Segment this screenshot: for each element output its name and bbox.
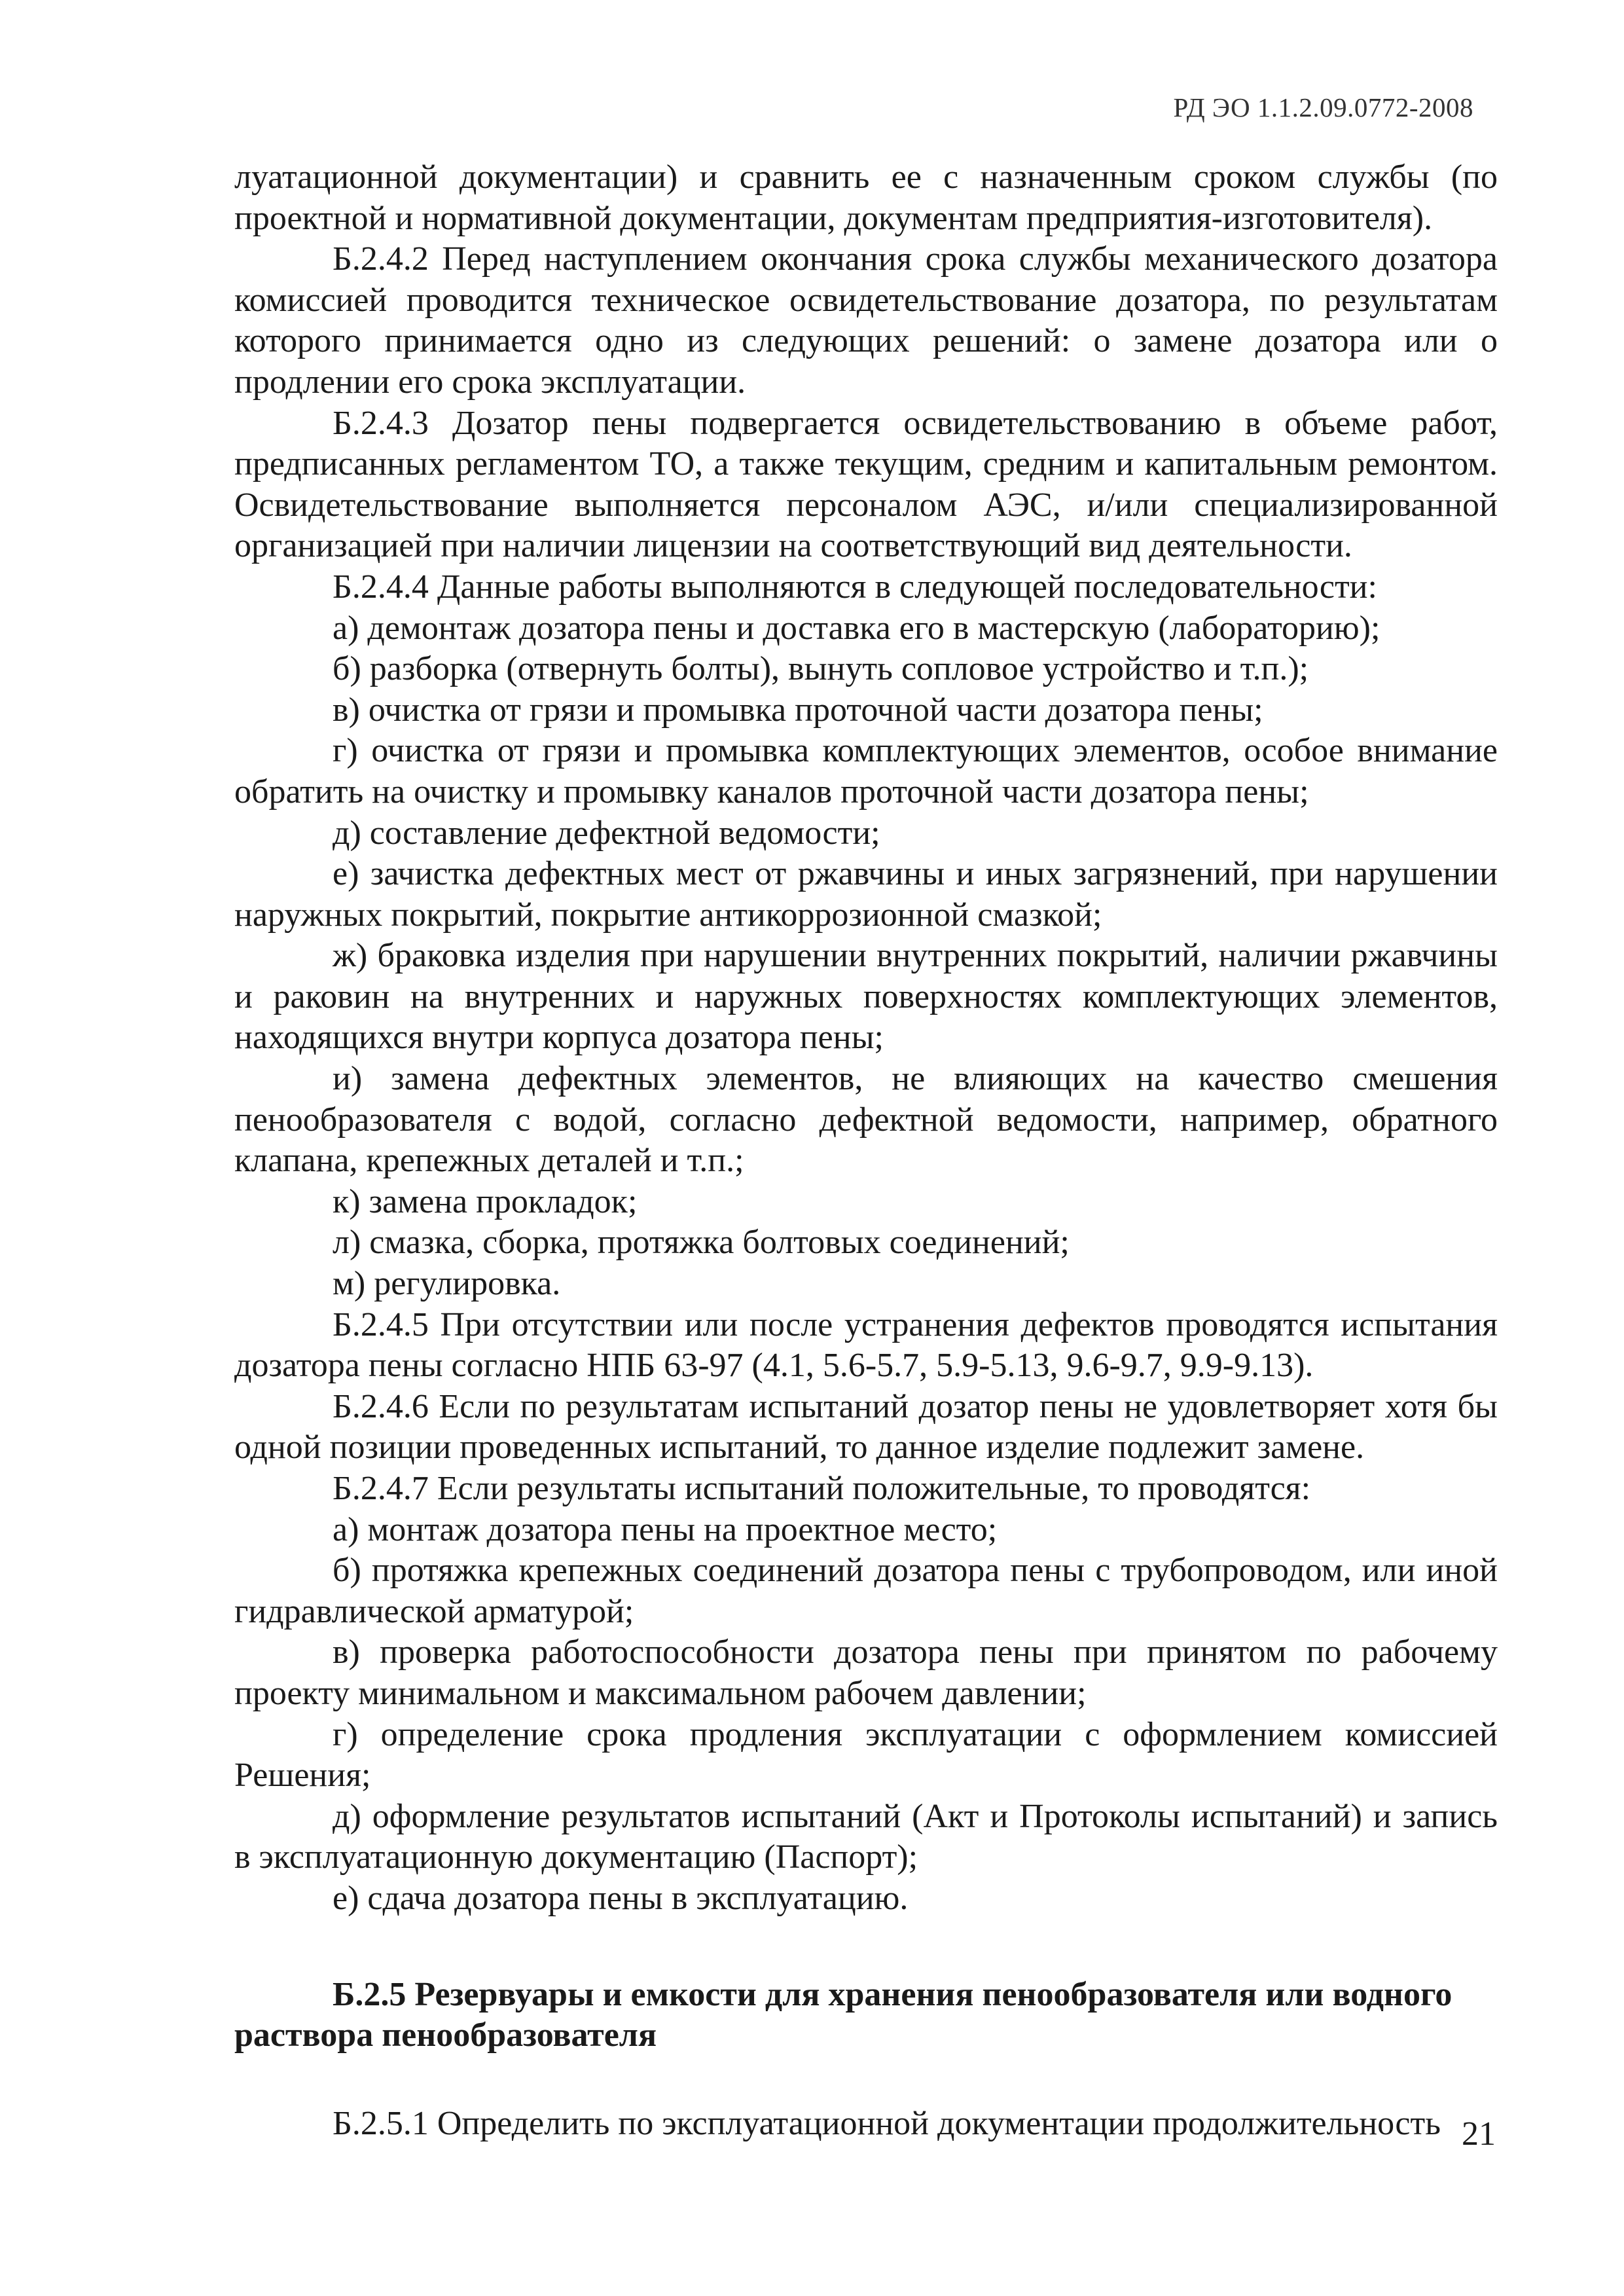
paragraph-b2-4-6: Б.2.4.6 Если по результатам испытаний дозатор пены не удовлетворяет хотя бы одной позиции проведенных испытаний, то данное изделие подлежит замене.: [234, 1387, 1498, 1467]
list-item: д) оформление результатов испытаний (Акт и Протоколы испытаний) и запись в эксплуатационную документацию (Паспорт);: [234, 1797, 1498, 1876]
paragraph-b2-4-2: Б.2.4.2 Перед наступлением окончания срока службы механического дозатора комиссией проводится техническое освидетельствование дозатора, по результатам которого принимается одно из следующих решений: о замене дозатора или о продлении его срока эксплуатации.: [234, 240, 1498, 401]
list-item: б) разборка (отвернуть болты), вынуть сопловое устройство и т.п.);: [333, 650, 1309, 688]
list-item: е) зачистка дефектных мест от ржавчины и иных загрязнений, при нарушении наружных покрытий, покрытие антикоррозионной смазкой;: [234, 855, 1498, 934]
paragraph-b2-4-5: Б.2.4.5 При отсутствии или после устранения дефектов проводятся испытания дозатора пены согласно НПБ 63-97 (4.1, 5.6-5.7, 5.9-5.13, 9.6-9.7, 9.9-9.13).: [234, 1305, 1498, 1385]
section-heading: Б.2.5 Резервуары и емкости для хранения пенообразователя или водного раствора пенообразователя: [234, 1975, 1453, 2054]
page-body: [234, 157, 1498, 2144]
paragraph-b2-5-1: Б.2.5.1 Определить по эксплуатационной документации продолжительность: [333, 2104, 1441, 2142]
list-item: а) монтаж дозатора пены на проектное место;: [333, 1510, 998, 1548]
paragraph-b2-4-4: Б.2.4.4 Данные работы выполняются в следующей последовательности:: [333, 568, 1377, 606]
paragraph-continuation: луатационной документации) и сравнить ее с назначенным сроком службы (по проектной и нормативной документации, документам предприятия-изготовителя).: [234, 158, 1498, 237]
document-code-header: РД ЭО 1.1.2.09.0772-2008: [1173, 92, 1473, 122]
list-item: б) протяжка крепежных соединений дозатора пены с трубопроводом, или иной гидравлической арматурой;: [234, 1552, 1498, 1630]
paragraph-b2-4-7: Б.2.4.7 Если результаты испытаний положительные, то проводятся:: [333, 1470, 1311, 1507]
paragraph-b2-4-3: Б.2.4.3 Дозатор пены подвергается освидетельствованию в объеме работ, предписанных регламентом ТО, а также текущим, средним и капитальным ремонтом. Освидетельствование выполняется персоналом АЭС, и/или специализированной организацией при наличии лицензии на соответствующий вид деятельности.: [234, 404, 1498, 565]
list-item: ж) браковка изделия при нарушении внутренних покрытий, наличии ржавчины и раковин на внутренних и наружных поверхностях комплектующих элементов, находящихся внутри корпуса дозатора пены;: [234, 937, 1498, 1057]
list-item: е) сдача дозатора пены в эксплуатацию.: [333, 1879, 909, 1917]
list-item: в) очистка от грязи и промывка проточной части дозатора пены;: [333, 691, 1263, 729]
list-item: м) регулировка.: [333, 1265, 561, 1303]
page-number: 21: [1462, 2115, 1496, 2153]
list-item: к) замена прокладок;: [333, 1182, 638, 1220]
list-item: г) очистка от грязи и промывка комплектующих элементов, особое внимание обратить на очистку и промывку каналов проточной части дозатора пены;: [234, 732, 1498, 811]
list-item: а) демонтаж дозатора пены и доставка его в мастерскую (лабораторию);: [333, 609, 1380, 647]
list-item: в) проверка работоспособности дозатора пены при принятом по рабочему проекту минимальном и максимальном рабочем давлении;: [234, 1633, 1498, 1712]
list-item: г) определение срока продления эксплуатации с оформлением комиссией Решения;: [234, 1715, 1498, 1795]
list-item: д) составление дефектной ведомости;: [333, 814, 880, 852]
list-item: л) смазка, сборка, протяжка болтовых соединений;: [333, 1224, 1070, 1262]
list-item: и) замена дефектных элементов, не влияющих на качество смешения пенообразователя с водой, согласно дефектной ведомости, например, обратного клапана, крепежных деталей и т.п.;: [234, 1060, 1498, 1180]
